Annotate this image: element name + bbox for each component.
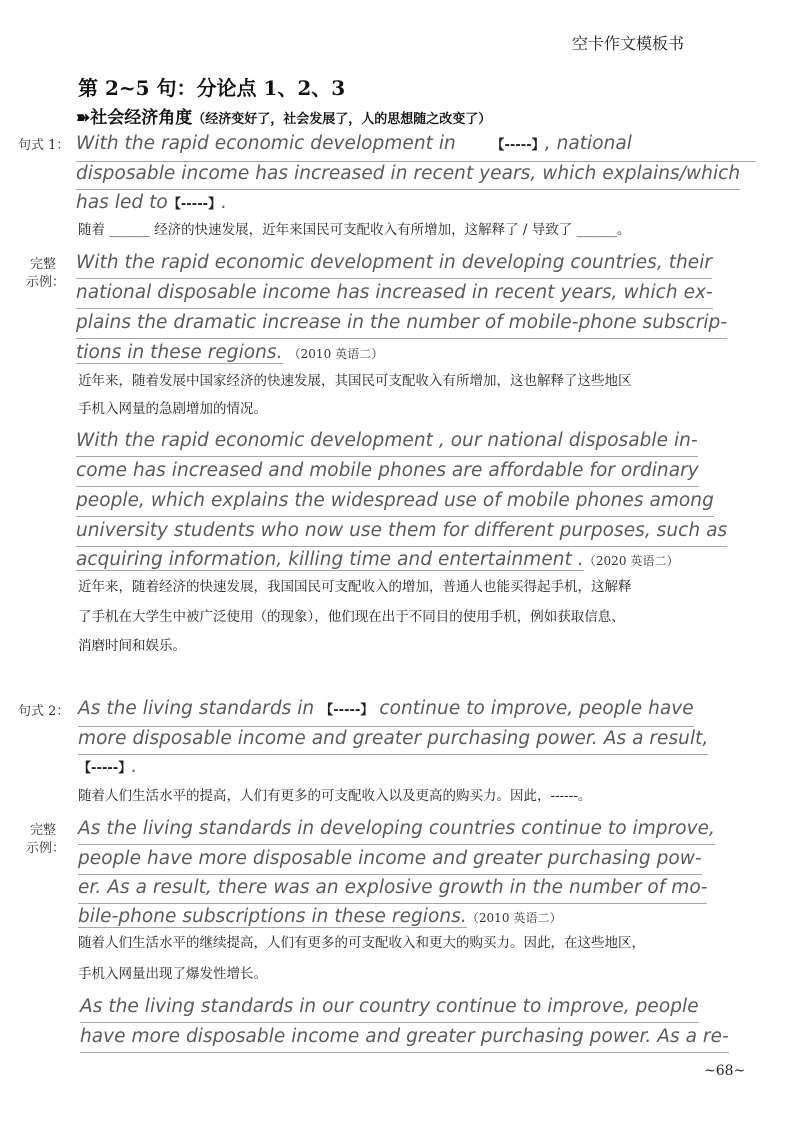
example3-source: （2010 英语二） (466, 911, 562, 925)
example1-line: With the rapid economic development in developing countries, their (76, 248, 712, 279)
pattern1-text: . (221, 192, 228, 213)
example3-translation-1: 随着人们生活水平的继续提高，人们有更多的可支配收入和更大的购买力。因此，在这些地区， (78, 935, 645, 951)
example2-translation-2: 了手机在大学生中被广泛使用（的现象），他们现在出于不同目的使用手机，例如获取信息、 (78, 609, 625, 625)
example2-translation-3: 消磨时间和娱乐。 (78, 638, 186, 654)
example1-translation-2: 手机入网量的急剧增加的情况。 (78, 401, 267, 417)
section-heading: 第 2~5 句：分论点 1、2、3 (78, 76, 346, 100)
example2-text: acquiring information, killing time and entertainment . (76, 549, 584, 570)
blank-bracket: 【-----】 (491, 138, 545, 153)
pattern2-text: . (131, 756, 138, 777)
example1-label-2: 示例： (26, 275, 66, 290)
subheading (76, 103, 491, 128)
example1-translation-1: 近年来，随着发展中国家经济的快速发展，其国民可支配收入有所增加，这也解释了这些地区 (78, 373, 632, 389)
example4-line: As the living standards in our country continue to improve, people (80, 992, 699, 1023)
blank-bracket: 【-----】 (320, 703, 374, 718)
pattern1-line-3 (76, 188, 227, 220)
example1-text: tions in these regions. (76, 342, 283, 363)
subheading-note: （经济变好了，社会发展了，人的思想随之改变了） (192, 112, 492, 127)
pattern1-text: , national (544, 133, 632, 154)
book-title: 空卡作文模板书 (572, 34, 685, 53)
example2-line: With the rapid economic development , our national disposable in- (76, 426, 698, 457)
example2-translation-1: 近年来，随着经济的快速发展，我国国民可支配收入的增加，普通人也能买得起手机，这解释 (78, 579, 632, 595)
pattern2-text: continue to improve, people have (379, 698, 694, 719)
pattern1-line-1 (76, 129, 756, 162)
arrow-icon: ➽ (76, 108, 91, 128)
blank-bracket: 【-----】 (78, 761, 132, 776)
pattern2-translation: 随着人们生活水平的提高，人们有更多的可支配收入以及更高的购买力。因此，------。 (78, 788, 592, 804)
example1-line: national disposable income has increased in recent years, which ex- (76, 278, 713, 309)
example1-line-last (76, 338, 383, 369)
example3-line-last (78, 902, 562, 933)
pattern2-line-3 (78, 752, 137, 784)
example3-label-2: 示例： (26, 841, 66, 856)
pattern2-line-2: more disposable income and greater purchasing power. As a result, (78, 724, 708, 755)
pattern1-text: has led to (76, 192, 168, 213)
subheading-title: 社会经济角度 (90, 108, 193, 128)
example3-text: bile-phone subscriptions in these regions. (78, 906, 467, 927)
example1-source: （2010 英语二） (288, 347, 384, 361)
example3-translation-2: 手机入网量出现了爆发性增长。 (78, 966, 267, 982)
pattern1-translation: 随着 ______ 经济的快速发展，近年来国民可支配收入有所增加，这解释了 / 导致了 ______。 (78, 222, 631, 238)
example2-line-last (76, 545, 679, 576)
blank-bracket: 【-----】 (167, 197, 222, 212)
pattern2-line-1 (78, 694, 694, 727)
pattern2-text: As the living standards in (78, 698, 315, 719)
pattern1-text: With the rapid economic development in (76, 133, 456, 154)
example2-line: university students who now use them for different purposes, such as (76, 516, 727, 547)
page-number: ~68~ (704, 1063, 746, 1079)
example2-source: （2020 英语二） (583, 554, 679, 568)
example2-line: people, which explains the widespread use of mobile phones among (76, 486, 714, 517)
pattern2-label: 句式 2： (18, 704, 70, 719)
example3-line: people have more disposable income and greater purchasing pow- (78, 844, 702, 875)
pattern1-line-2: disposable income has increased in recent years, which explains/which (76, 159, 740, 190)
example4-line: have more disposable income and greater purchasing power. As a re- (80, 1022, 729, 1053)
example1-line: plains the dramatic increase in the number of mobile-phone subscrip- (76, 308, 727, 339)
pattern1-label: 句式 1： (18, 138, 70, 153)
example3-line: er. As a result, there was an explosive growth in the number of mo- (78, 873, 707, 904)
example3-label-1: 完整 (30, 823, 57, 838)
example2-line: come has increased and mobile phones are affordable for ordinary (76, 456, 699, 487)
example1-label-1: 完整 (30, 257, 57, 272)
example3-line: As the living standards in developing countries continue to improve, (78, 814, 715, 845)
